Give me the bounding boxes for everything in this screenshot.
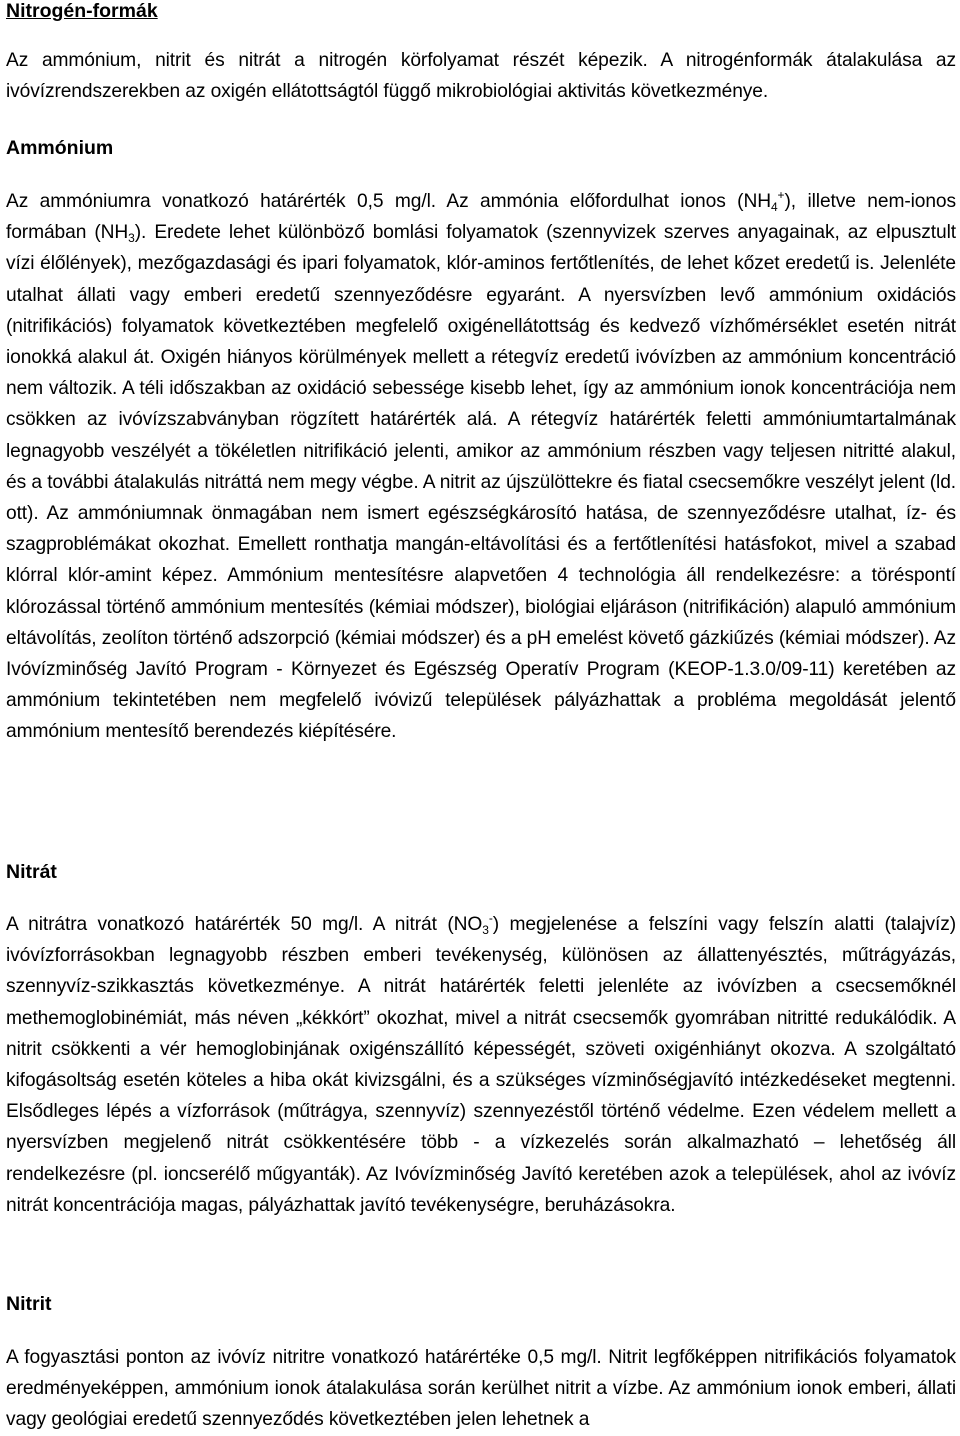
ammonium-text-part-1: Az ammóniumra vonatkozó határérték 0,5 mg/l. Az ammónia előfordulhat ionos (NH (6, 191, 771, 212)
ammonium-superscript-plus: + (777, 188, 785, 202)
nitrat-paragraph (6, 909, 956, 1221)
nitrat-heading: Nitrát (6, 861, 57, 883)
nitrit-paragraph: A fogyasztási ponton az ivóvíz nitritre vonatkozó határértéke 0,5 mg/l. Nitrit legfőképpen nitrifikációs folyamatok eredményeképpen, ammónium ionok átalakulása során kerülhet nitrit a vízbe. Az ammónium ionok emberi, állati vagy geológiai eredetű szennyeződés következtében jelen lehetnek a (6, 1347, 956, 1431)
ammonium-subscript-4: 4 (770, 200, 778, 214)
document-title: Nitrogén-formák (6, 0, 158, 22)
nitrat-superscript-minus: - (488, 911, 493, 925)
ammonium-heading: Ammónium (6, 137, 114, 159)
ammonium-paragraph (6, 186, 956, 748)
ammonium-text-part-3: ). Eredete lehet különböző bomlási folyamatok (szennyvizek szerves anyagainak, az elpusztult vízi élőlények), mezőgazdasági és ipari folyamatok, klór-aminos fertőtlenítés, de lehet kőzet eredetű is. Jelenléte utalhat állati vagy emberi eredetű szennyeződésre egyaránt. A nyersvízben levő ammónium oxidációs (nitrifikációs) folyamatok következtében megfelelő oxigénellátottság és kedvező vízhőmérséklet esetén nitrát ionokká alakul át. Oxigén hiányos körülmények mellett a rétegvíz eredetű ivóvízben az ammónium koncentráció nem változik. A téli időszakban az oxidáció sebessége kisebb lehet, így az ammónium ionok koncentrációja nem csökken az ivóvízszabványban rögzített határérték alá. A rétegvíz határérték feletti ammóniumtartalmának legnagyobb veszélyét a tökéletlen nitrifikáció jelenti, amikor az ammónium részben vagy teljesen nitritté alakul, és a további átalakulás nitráttá nem megy végbe. A nitrit az újszülöttekre és fiatal csecsemőkre veszélyt jelent (ld. ott). Az ammóniumnak önmagában nem ismert egészségkárosító hatása, de szennyeződésre utalhat, íz- és szagproblémákat okozhat. Emellett ronthatja mangán-eltávolítási és a fertőtlenítési hatásfokot, mivel a szabad klórral klór-amint képez. Ammónium mentesítésre alapvetően 4 technológia áll rendelkezésre: a töréspontí klórozással történő ammónium mentesítés (kémiai módszer), biológiai eljáráson (nitrifikáción) alapuló ammónium eltávolítás, zeolíton történő adszorpció (kémiai módszer) és a pH emelést követő gázkiűzés (kémiai módszer). Az Ivóvízminőség Javító Program - Környezet és Egészség Operatív Program (KEOP-1.3.0/09-11) keretében az ammónium tekintetében nem megfelelő ivóvizű települések pályázhattak a probléma megoldását jelentő ammónium mentesítő berendezés kiépítésére. (6, 222, 956, 743)
nitrat-subscript-3: 3 (482, 923, 489, 937)
ammonium-text-part-2: ), illetve nem-ionos formában (NH (6, 191, 956, 244)
nitrat-text-part-1: A nitrátra vonatkozó határérték 50 mg/l. A nitrát (NO (6, 914, 483, 935)
ammonium-subscript-3: 3 (128, 231, 135, 246)
nitrit-heading: Nitrit (6, 1293, 52, 1315)
intro-paragraph: Az ammónium, nitrit és nitrát a nitrogén körfolyamat részét képezik. A nitrogénformák átalakulása az ivóvízrendszerekben az oxigén ellátottságtól függő mikrobiológiai aktivitás következménye. (6, 50, 956, 103)
nitrat-text-part-2: ) megjelenése a felszíni vagy felszín alatti (talajvíz) ivóvízforrásokban legnagyobb részben emberi tevékenység, különösen az állattenyésztés, műtrágyázás, szennyvíz-szikkasztás következménye. A nitrát határérték feletti jelenléte az ivóvízben a csecsemőknél methemoglobinémiát, más néven „kékkórt” okozhat, mivel a nitrát csecsemők gyomrában nitritté redukálódik. A nitrit csökkenti a vér hemoglobinjának oxigénszállító képességét, szöveti oxigénhiányt okozva. A szolgáltató kifogásoltság esetén köteles a hiba okát kivizsgálni, és a szükséges vízminőségjavító intézkedéseket megtenni. Elsődleges lépés a vízforrások (műtrágya, szennyvíz) szennyezéstől történő védelme. Ezen védelem mellett a nyersvízben megjelenő nitrát csökkentésére több - a vízkezelés során alkalmazható – lehetőség áll rendelkezésre (pl. ioncserélő műgyanták). Az Ivóvízminőség Javító keretében azok a települések, ahol az ivóvíz nitrát koncentrációja magas, pályázhattak javító tevékenységre, beruházásokra. (6, 914, 956, 1216)
